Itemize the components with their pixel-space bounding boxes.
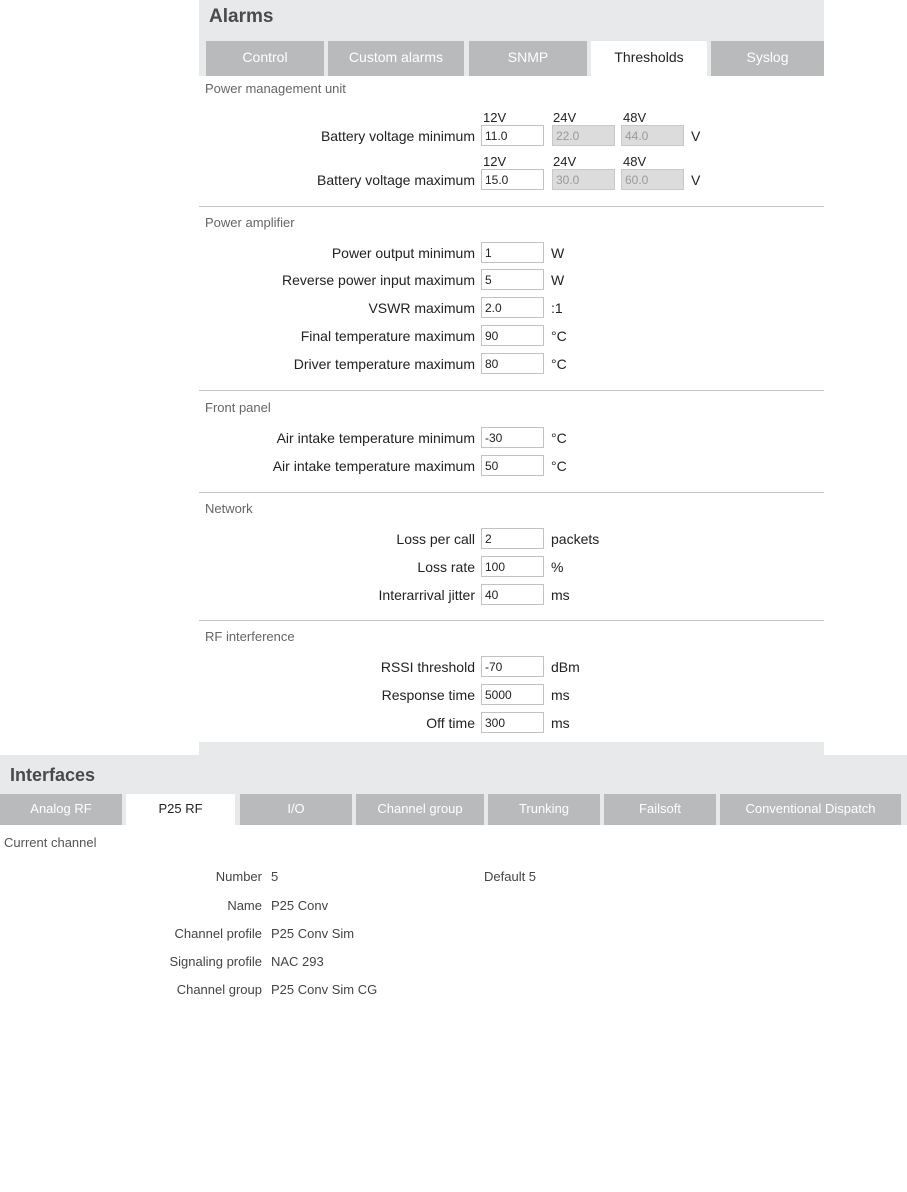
channel-profile-value: P25 Conv Sim <box>271 926 355 941</box>
final-temperature-maximum-field[interactable] <box>481 325 544 346</box>
channel-number-default: Default 5 <box>484 869 537 884</box>
section-title-front-panel: Front panel <box>205 400 271 415</box>
battery-voltage-minimum-12v-field[interactable] <box>481 125 544 146</box>
section-title-network: Network <box>205 501 253 516</box>
column-header-24v: 24V <box>553 110 577 125</box>
loss-per-call-unit: packets <box>551 531 600 547</box>
response-time-label: Response time <box>381 687 475 703</box>
tab-conventional-dispatch[interactable]: Conventional Dispatch <box>720 794 901 825</box>
battery-voltage-minimum-unit: V <box>691 128 701 144</box>
interarrival-jitter-label: Interarrival jitter <box>378 587 475 603</box>
air-intake-temperature-maximum-unit: °C <box>551 458 567 474</box>
column-header-48v: 48V <box>623 110 647 125</box>
response-time-unit: ms <box>551 687 570 703</box>
tab-channel-group[interactable]: Channel group <box>356 794 484 825</box>
tab-io[interactable]: I/O <box>240 794 352 825</box>
off-time-field[interactable] <box>481 712 544 733</box>
section-divider <box>199 620 824 621</box>
air-intake-temperature-maximum-label: Air intake temperature maximum <box>272 458 475 474</box>
air-intake-temperature-minimum-field[interactable] <box>481 427 544 448</box>
channel-profile-label: Channel profile <box>174 926 262 941</box>
final-temperature-maximum-label: Final temperature maximum <box>300 328 475 344</box>
battery-voltage-maximum-unit: V <box>691 172 701 188</box>
air-intake-temperature-maximum-field[interactable] <box>481 455 544 476</box>
section-divider <box>199 492 824 493</box>
power-output-minimum-field[interactable] <box>481 242 544 263</box>
vswr-maximum-unit: :1 <box>551 300 563 316</box>
battery-voltage-maximum-48v-field <box>621 169 684 190</box>
vswr-maximum-field[interactable] <box>481 297 544 318</box>
column-header-48v: 48V <box>623 154 647 169</box>
tab-p25-rf[interactable]: P25 RF <box>126 794 235 825</box>
section-title-rf-interference: RF interference <box>205 629 295 644</box>
section-divider <box>199 206 824 207</box>
signaling-profile-value: NAC 293 <box>271 954 324 969</box>
air-intake-temperature-minimum-label: Air intake temperature minimum <box>276 430 475 446</box>
tab-control[interactable]: Control <box>206 41 324 76</box>
rssi-threshold-field[interactable] <box>481 656 544 677</box>
alarms-panel <box>199 0 824 795</box>
off-time-unit: ms <box>551 715 570 731</box>
tab-thresholds[interactable]: Thresholds <box>591 41 707 76</box>
channel-number-label: Number <box>215 869 262 884</box>
interarrival-jitter-field[interactable] <box>481 584 544 605</box>
channel-group-label: Channel group <box>176 982 262 997</box>
section-title-current-channel: Current channel <box>4 835 97 850</box>
loss-per-call-field[interactable] <box>481 528 544 549</box>
interfaces-header <box>0 755 907 825</box>
rssi-threshold-label: RSSI threshold <box>380 659 475 675</box>
interarrival-jitter-unit: ms <box>551 587 570 603</box>
channel-group-value: P25 Conv Sim CG <box>271 982 378 997</box>
air-intake-temperature-minimum-unit: °C <box>551 430 567 446</box>
column-header-24v: 24V <box>553 154 577 169</box>
tab-snmp[interactable]: SNMP <box>469 41 587 76</box>
loss-per-call-label: Loss per call <box>396 531 475 547</box>
reverse-power-input-maximum-label: Reverse power input maximum <box>282 272 475 288</box>
driver-temperature-maximum-field[interactable] <box>481 353 544 374</box>
alarms-title: Alarms <box>209 6 274 27</box>
section-divider <box>199 390 824 391</box>
power-output-minimum-unit: W <box>551 245 565 261</box>
battery-voltage-maximum-label: Battery voltage maximum <box>317 172 475 188</box>
loss-rate-unit: % <box>551 559 564 575</box>
loss-rate-field[interactable] <box>481 556 544 577</box>
section-title-power-management: Power management unit <box>205 81 346 96</box>
channel-number-value: 5 <box>271 869 279 884</box>
vswr-maximum-label: VSWR maximum <box>368 300 475 316</box>
column-header-12v: 12V <box>483 154 507 169</box>
battery-voltage-minimum-24v-field <box>552 125 615 146</box>
tab-custom-alarms[interactable]: Custom alarms <box>328 41 464 76</box>
reverse-power-input-maximum-unit: W <box>551 272 565 288</box>
signaling-profile-label: Signaling profile <box>169 954 262 969</box>
driver-temperature-maximum-label: Driver temperature maximum <box>293 356 475 372</box>
battery-voltage-maximum-12v-field[interactable] <box>481 169 544 190</box>
section-title-power-amplifier: Power amplifier <box>205 215 295 230</box>
channel-name-label: Name <box>227 898 262 913</box>
response-time-field[interactable] <box>481 684 544 705</box>
battery-voltage-minimum-48v-field <box>621 125 684 146</box>
column-header-12v: 12V <box>483 110 507 125</box>
battery-voltage-maximum-24v-field <box>552 169 615 190</box>
final-temperature-maximum-unit: °C <box>551 328 567 344</box>
reverse-power-input-maximum-field[interactable] <box>481 269 544 290</box>
tab-analog-rf[interactable]: Analog RF <box>0 794 122 825</box>
tab-trunking[interactable]: Trunking <box>488 794 600 825</box>
power-output-minimum-label: Power output minimum <box>331 245 475 261</box>
channel-name-value: P25 Conv <box>271 898 329 913</box>
tab-failsoft[interactable]: Failsoft <box>604 794 716 825</box>
tab-syslog[interactable]: Syslog <box>711 41 824 76</box>
battery-voltage-minimum-label: Battery voltage minimum <box>320 128 475 144</box>
rssi-threshold-unit: dBm <box>551 659 580 675</box>
driver-temperature-maximum-unit: °C <box>551 356 567 372</box>
interfaces-panel <box>0 755 907 1192</box>
off-time-label: Off time <box>426 715 475 731</box>
alarms-header <box>199 0 824 76</box>
interfaces-title: Interfaces <box>10 765 96 785</box>
loss-rate-label: Loss rate <box>417 559 475 575</box>
